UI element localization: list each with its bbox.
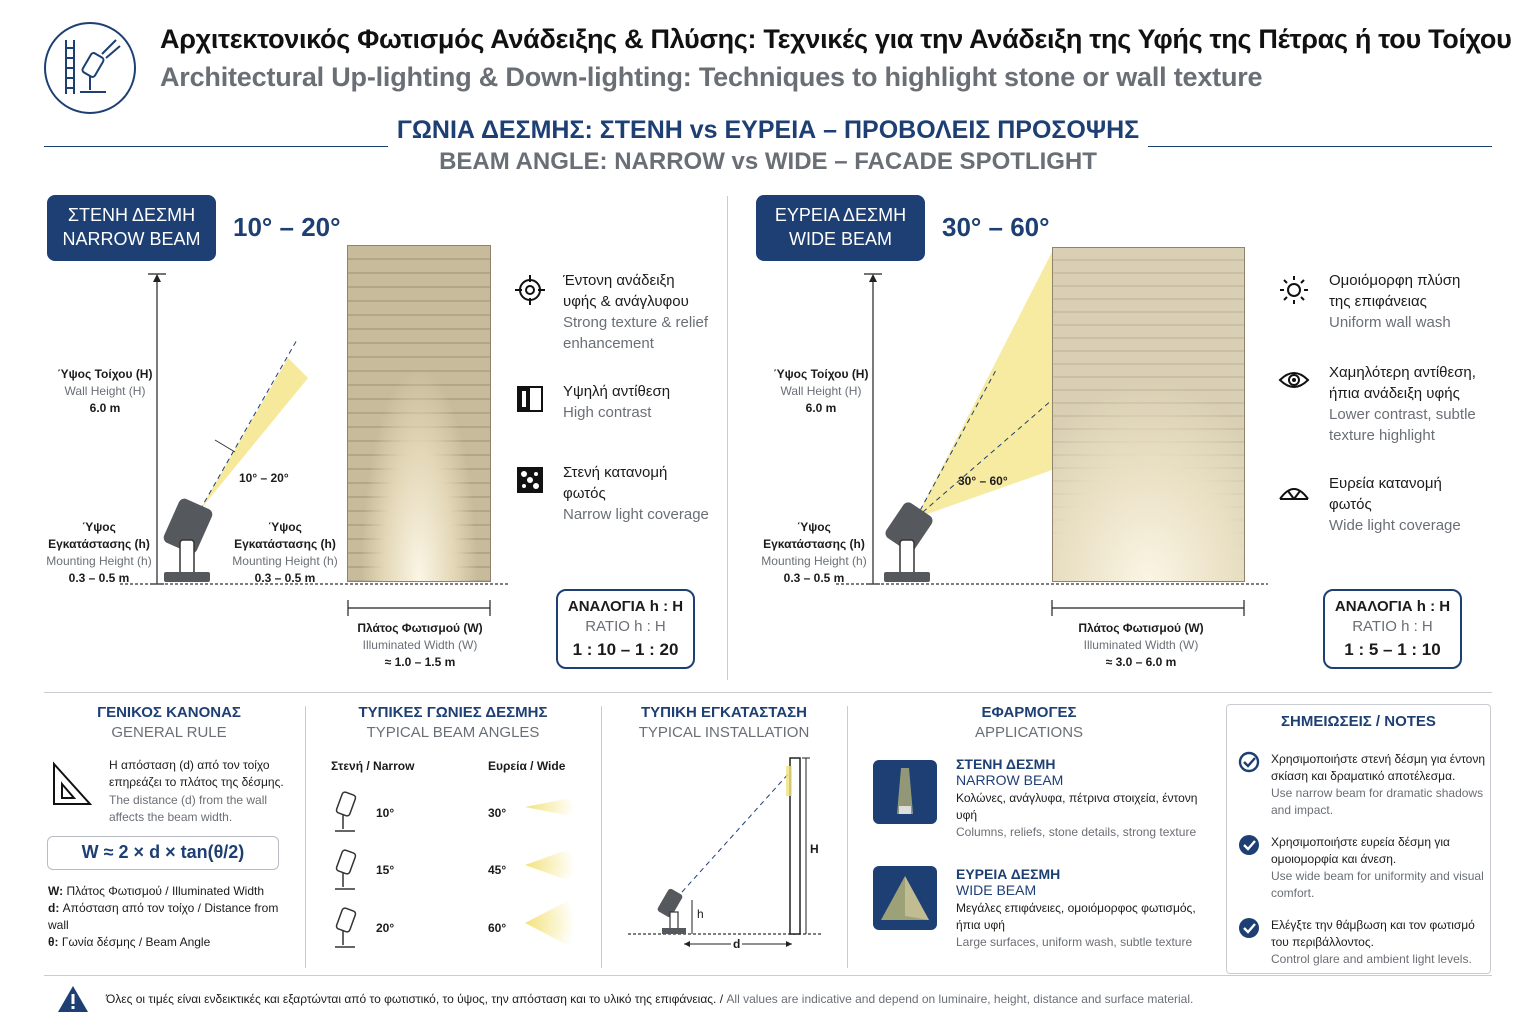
wide-app-thumbnail xyxy=(873,866,937,930)
typical-angles-panel xyxy=(306,704,600,741)
applications-title-english: APPLICATIONS xyxy=(974,724,1084,741)
eye-icon xyxy=(1278,366,1310,394)
general-rule-title-greek: ΓΕΝΙΚΟΣ ΚΑΝΟΝΑΣ xyxy=(97,704,241,721)
formula-legend: W: Πλάτος Φωτισμού / Illuminated Width d: Απόσταση από τον τοίχο / Distance from wall θ: Γωνία δέσμης / Beam Angle xyxy=(48,884,279,949)
narrow-badge-english: NARROW BEAM xyxy=(62,229,201,249)
narrow-angle-1: 10° xyxy=(376,806,395,820)
narrow-feature-3-greek: Στενή κατανομή φωτός xyxy=(563,464,668,502)
install-luminaire-icon xyxy=(657,888,686,934)
narrow-ratio-value: 1 : 10 – 1 : 20 xyxy=(572,640,679,659)
narrow-column-header: Στενή / Narrow xyxy=(331,759,415,773)
note-1: Χρησιμοποιήστε στενή δέσμη για έντονη σκίαση και δραματικό αποτέλεσμα. Use narrow beam for dramatic shadows and impact. xyxy=(1238,751,1486,819)
narrow-feature-3 xyxy=(512,462,712,525)
panel-divider xyxy=(727,196,728,680)
footer-note xyxy=(106,992,1193,1006)
check-circle-icon xyxy=(1238,917,1260,939)
narrow-feature-2-english: High contrast xyxy=(563,404,652,421)
logo xyxy=(44,22,136,114)
wide-feature-1-english: Uniform wall wash xyxy=(1329,314,1451,331)
wide-cone-icon xyxy=(1278,477,1310,505)
narrow-ratio-english: RATIO h : H xyxy=(585,618,666,635)
note-2: Χρησιμοποιήστε ευρεία δέσμη για ομοιομορφία και άνεση. Use wide beam for uniformity and visual comfort. xyxy=(1238,834,1486,902)
spot-grid-icon xyxy=(516,466,544,494)
wide-angle-1: 30° xyxy=(488,806,507,820)
section-title-greek: ΓΩΝΙΑ ΔΕΣΜΗΣ: ΣΤΕΝΗ vs ΕΥΡΕΙΑ – ΠΡΟΒΟΛΕΙΣ ΠΡΟΣΟΨΗΣ xyxy=(396,116,1140,144)
wide-badge-english: WIDE BEAM xyxy=(788,229,892,249)
section-rule-right xyxy=(1148,146,1492,147)
installation-title-greek: ΤΥΠΙΚΗ ΕΓΚΑΤΑΣΤΑΣΗ xyxy=(640,704,808,721)
wide-badge-greek: ΕΥΡΕΙΑ ΔΕΣΜΗ xyxy=(774,205,907,225)
typical-angles-title-greek: ΤΥΠΙΚΕΣ ΓΩΝΙΕΣ ΔΕΣΜΗΣ xyxy=(358,704,548,721)
wide-illuminated-width: Πλάτος Φωτισμού (W) Illuminated Width (W) ≈ 3.0 – 6.0 m xyxy=(1078,621,1204,669)
bottom-divider-3 xyxy=(847,706,848,968)
narrow-luminaire-icon xyxy=(162,497,214,582)
notes-title: ΣΗΜΕΙΩΣΕΙΣ / NOTES xyxy=(1281,713,1436,730)
install-distance-label: d xyxy=(733,937,741,951)
narrow-feature-1 xyxy=(512,270,712,354)
narrow-mount-height-right: Ύψος Εγκατάστασης (h) Mounting Height (h) 0.3 – 0.5 m xyxy=(232,520,338,585)
narrow-ratio-box xyxy=(556,589,695,669)
wide-feature-3-english: Wide light coverage xyxy=(1329,517,1461,534)
wide-wall xyxy=(1052,247,1245,582)
narrow-feature-1-greek: Έντονη ανάδειξη υφής & ανάγλυφου xyxy=(563,272,689,310)
general-rule-panel xyxy=(44,704,294,741)
typical-angles-title-english: TYPICAL BEAM ANGLES xyxy=(366,724,540,741)
narrow-badge-greek: ΣΤΕΝΗ ΔΕΣΜΗ xyxy=(67,205,196,225)
check-circle-icon xyxy=(1238,834,1260,856)
narrow-beam-angle-label: 10° – 20° xyxy=(239,471,289,485)
wide-feature-3-greek: Ευρεία κατανομή φωτός xyxy=(1329,475,1442,513)
bottom-rule-top xyxy=(44,692,1492,693)
applications-title-greek: ΕΦΑΡΜΟΓΕΣ xyxy=(981,704,1077,721)
narrow-feature-3-english: Narrow light coverage xyxy=(563,506,709,523)
wide-app-text: ΕΥΡΕΙΑ ΔΕΣΜΗ WIDE BEAM Μεγάλες επιφάνειες, ομοιόμορφος φωτισμός, ήπια υφή Large surfaces, uniform wash, subtle texture xyxy=(956,866,1196,949)
spotlight-logo-icon xyxy=(46,24,134,112)
sun-icon xyxy=(1278,274,1310,306)
wide-column-header: Ευρεία / Wide xyxy=(488,759,566,773)
general-rule-title-english: GENERAL RULE xyxy=(111,724,227,741)
rule-text-greek: Η απόσταση (d) από τον τοίχο επηρεάζει το πλάτος της δέσμης. xyxy=(109,758,284,789)
narrow-illuminated-width: Πλάτος Φωτισμού (W) Illuminated Width (W) ≈ 1.0 – 1.5 m xyxy=(357,621,483,669)
page-title-greek: Αρχιτεκτονικός Φωτισμός Ανάδειξης & Πλύσης: Τεχνικές για την Ανάδειξη της Υφής της Πέτρας ή του Τοίχου xyxy=(160,24,1512,54)
narrow-feature-2 xyxy=(512,381,712,423)
formula-box xyxy=(47,836,279,870)
narrow-mount-height-left: Ύψος Εγκατάστασης (h) Mounting Height (h) 0.3 – 0.5 m xyxy=(46,520,152,585)
note-3: Ελέγξτε την θάμβωση και τον φωτισμό του περιβάλλοντος. Control glare and ambient light levels. xyxy=(1238,917,1486,968)
wide-feature-2 xyxy=(1276,362,1486,446)
set-square-icon xyxy=(50,760,94,808)
applications-panel xyxy=(848,704,1210,741)
wide-beam-cone-icon xyxy=(873,866,937,930)
narrow-wall xyxy=(347,245,491,582)
narrow-angle-range: 10° – 20° xyxy=(233,212,341,242)
footer-note-greek: Όλες οι τιμές είναι ενδεικτικές και εξαρτώνται από το φωτιστικό, το ύψος, την απόσταση και το υλικό της επιφάνειας. / xyxy=(106,992,724,1006)
page-title-english: Architectural Up-lighting & Down-lighting: Techniques to highlight stone or wall texture xyxy=(160,62,1263,92)
wide-feature-2-english: Lower contrast, subtle texture highlight xyxy=(1329,406,1476,444)
wide-feature-2-greek: Χαμηλότερη αντίθεση, ήπια ανάδειξη υφής xyxy=(1329,364,1476,402)
wide-feature-1 xyxy=(1276,270,1486,333)
wide-ratio-greek: ΑΝΑΛΟΓΙΑ h : H xyxy=(1334,598,1451,615)
formula-text: W ≈ 2 × d × tan(θ/2) xyxy=(81,842,245,862)
narrow-angle-3: 20° xyxy=(376,921,395,935)
contrast-icon xyxy=(516,385,544,413)
wide-angle-range: 30° – 60° xyxy=(942,212,1050,242)
narrow-app-text: ΣΤΕΝΗ ΔΕΣΜΗ NARROW BEAM Κολώνες, ανάγλυφα, πέτρινα στοιχεία, έντονη υφή Columns, reliefs, stone details, strong texture xyxy=(956,756,1198,839)
bottom-divider-2 xyxy=(601,706,602,968)
narrow-ratio-greek: ΑΝΑΛΟΓΙΑ h : H xyxy=(567,598,684,615)
wide-mount-height-label: Ύψος Εγκατάστασης (h) Mounting Height (h) 0.3 – 0.5 m xyxy=(761,520,867,585)
narrow-wall-height-label: Ύψος Τοίχου (H) Wall Height (H) 6.0 m xyxy=(57,367,153,415)
footer-note-english: All values are indicative and depend on luminaire, height, distance and surface material. xyxy=(726,992,1194,1006)
wide-beam-angle-label: 30° – 60° xyxy=(958,474,1008,488)
narrow-angle-2: 15° xyxy=(376,863,395,877)
rule-text-english: The distance (d) from the wall affects the beam width. xyxy=(109,793,268,824)
wide-angle-2: 45° xyxy=(488,863,507,877)
section-title-english: BEAM ANGLE: NARROW vs WIDE – FACADE SPOTLIGHT xyxy=(439,148,1097,175)
wide-ratio-english: RATIO h : H xyxy=(1352,618,1433,635)
wide-angle-3: 60° xyxy=(488,921,507,935)
installation-diagram xyxy=(626,752,826,957)
wide-ratio-box xyxy=(1323,589,1462,669)
check-circle-icon xyxy=(1238,751,1260,773)
section-rule-left xyxy=(44,146,388,147)
angles-illustration xyxy=(325,785,585,955)
wide-wall-height-label: Ύψος Τοίχου (H) Wall Height (H) 6.0 m xyxy=(773,367,869,415)
install-mount-height-label: h xyxy=(697,907,704,921)
bottom-divider-1 xyxy=(305,706,306,968)
warning-icon xyxy=(57,984,89,1014)
narrow-app-thumbnail xyxy=(873,760,937,824)
target-icon xyxy=(514,274,546,306)
footer-rule xyxy=(44,975,1492,976)
narrow-beam-column-icon xyxy=(873,760,937,824)
angle-luminaire-icon xyxy=(335,791,356,947)
wide-ratio-value: 1 : 5 – 1 : 10 xyxy=(1344,640,1441,659)
installation-panel xyxy=(602,704,846,741)
narrow-feature-2-greek: Υψηλή αντίθεση xyxy=(563,383,671,400)
wide-feature-1-greek: Ομοιόμορφη πλύση της επιφάνειας xyxy=(1329,272,1461,310)
installation-title-english: TYPICAL INSTALLATION xyxy=(638,724,810,741)
install-wall-height-label: H xyxy=(810,842,819,856)
wide-feature-3 xyxy=(1276,473,1486,536)
narrow-feature-1-english: Strong texture & relief enhancement xyxy=(563,314,709,352)
